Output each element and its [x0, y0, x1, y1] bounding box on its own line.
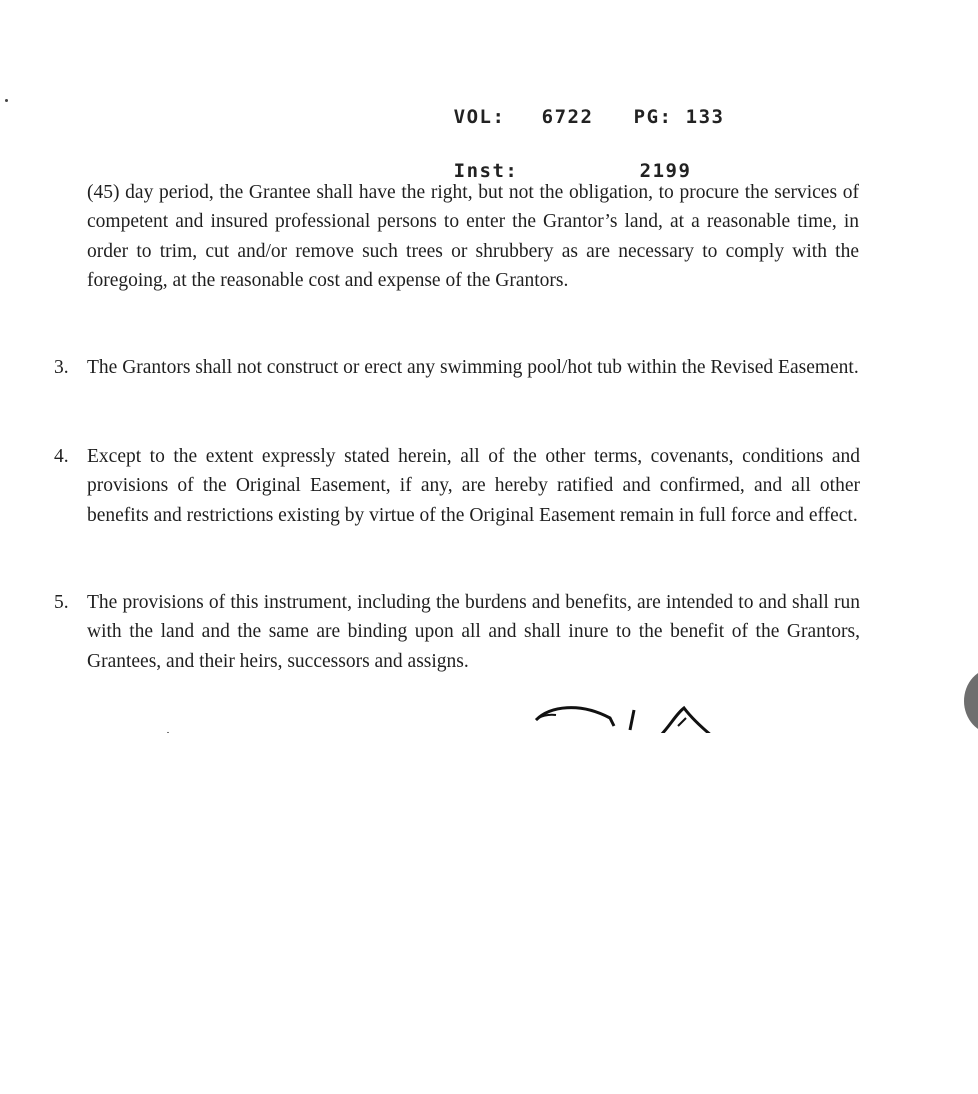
inst-label: Inst:	[453, 160, 519, 182]
clause-text: The provisions of this instrument, including the burdens and benefits, are intended to and shall run with the land and the same are binding upon all and shall inure to the benefit of the Grantors, Grantees, and their heirs, successors and assigns.	[87, 592, 860, 672]
clause-5	[54, 588, 860, 676]
blank-area	[0, 733, 978, 1094]
clause-3	[54, 353, 860, 382]
vol-label: VOL:	[453, 106, 506, 128]
pg-value: 133	[685, 106, 725, 128]
stamp-vol-row	[376, 90, 724, 144]
clause-number: 4.	[54, 446, 69, 467]
clause-text: The Grantors shall not construct or erect any swimming pool/hot tub within the Revised Easement.	[87, 357, 859, 378]
vol-value: 6722	[541, 106, 594, 128]
clause-text: Except to the extent expressly stated herein, all of the other terms, covenants, conditions and provisions of the Original Easement, if any, are hereby ratified and confirmed, and all other benefits and restrictions existing by virtue of the Original Easement remain in full force and effect.	[87, 446, 860, 526]
scan-speck	[5, 99, 8, 102]
floating-action-button[interactable]	[964, 668, 978, 734]
clause-4	[54, 442, 860, 530]
clause-number: 5.	[54, 592, 69, 613]
continued-paragraph: (45) day period, the Grantee shall have the right, but not the obligation, to procure the services of competent and insured professional persons to enter the Grantor’s land, at a reasonable time, in order to trim, cut and/or remove such trees or shrubbery as are necessary to comply with the foregoing, at the reasonable cost and expense of the Grantors.	[87, 182, 859, 291]
clause-number: 3.	[54, 357, 69, 378]
pg-label: PG:	[633, 106, 673, 128]
inst-value: 2199	[639, 160, 692, 182]
signature-graphic	[530, 696, 730, 736]
